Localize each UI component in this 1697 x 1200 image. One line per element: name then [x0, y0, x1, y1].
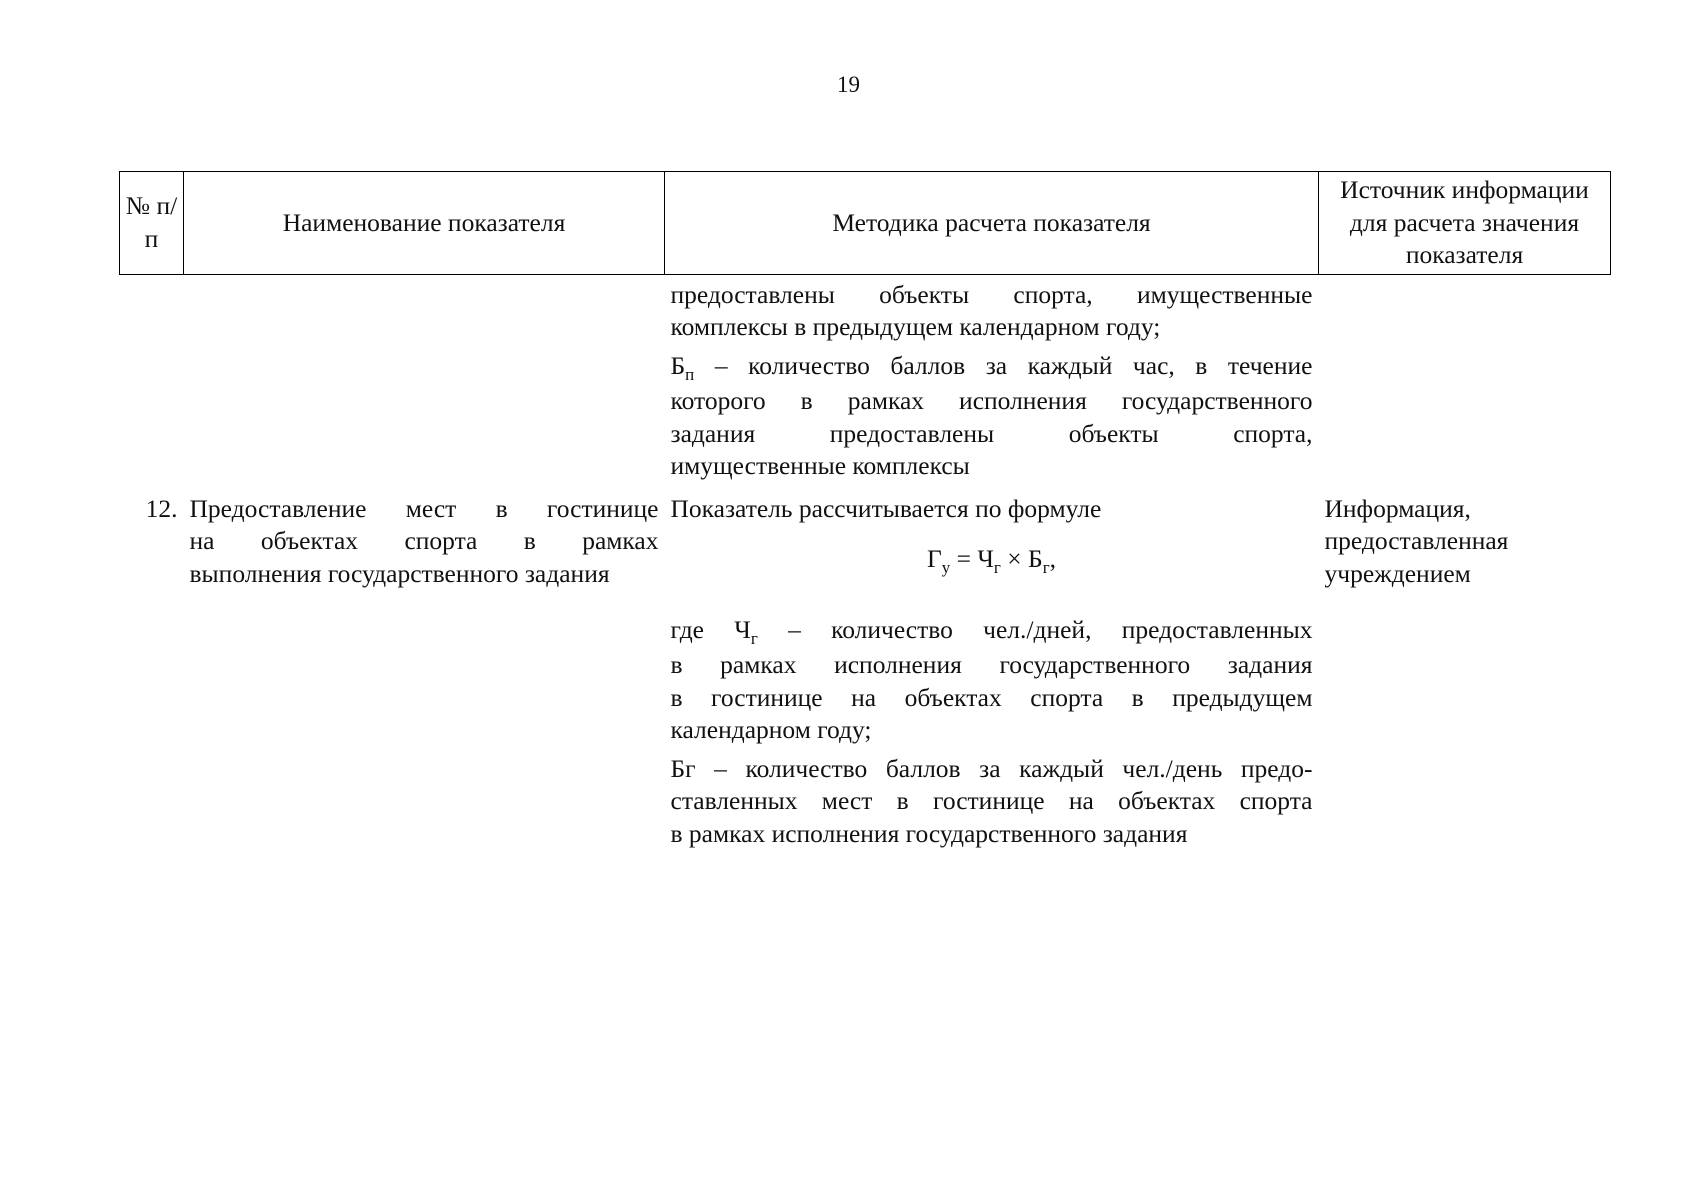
row12-method: [665, 483, 1319, 851]
row12-def2: [671, 753, 1313, 851]
header-source: Источник информации для расчета значения показателя: [1319, 172, 1611, 275]
cont-name-cell: [184, 274, 665, 483]
table-header-row: [120, 172, 1611, 275]
row12-name-line: Предоставление мест в гостинице: [189, 493, 659, 523]
cont-para1-line: предоставлены объекты спорта, имущественные: [670, 279, 1313, 309]
row12-def2-line: в рамках исполнения государственного задания: [670, 818, 1188, 848]
row12-def2-line: ставленных мест в гостинице на объектах спорта: [670, 786, 1313, 815]
header-method: Методика расчета показателя: [665, 172, 1319, 275]
cont-para2-first-line: [671, 350, 1313, 386]
formula-times: ×: [1000, 544, 1029, 573]
row12-source: [1319, 483, 1611, 851]
row12-def2-line: Бг – количество баллов за каждый чел./день предо-: [670, 753, 1313, 783]
cont-para1: [671, 279, 1313, 344]
formula-factor1-sub: г: [993, 558, 1001, 577]
def1-prefix: где: [670, 614, 735, 644]
table-row-12: [120, 483, 1611, 851]
row12-def1-line: в рамках исполнения государственного задания: [670, 650, 1313, 679]
symbol-b: Б: [670, 350, 686, 380]
formula-lhs: Г: [926, 544, 942, 573]
header-name: Наименование показателя: [184, 172, 665, 275]
formula-equals: =: [950, 544, 978, 573]
cont-para1-line: комплексы в предыдущем календарном году;: [670, 312, 1161, 341]
header-num: № п/п: [120, 172, 184, 275]
row12-name: [184, 483, 665, 851]
cont-para2-line: которого в рамках исполнения государственного: [670, 386, 1313, 415]
cont-para2-line: задания предоставлены объекты спорта,: [670, 418, 1313, 448]
formula-lhs-sub: у: [941, 558, 951, 577]
row12-source-line: Информация,: [1324, 493, 1471, 523]
page-number: 19: [837, 72, 860, 97]
row12-name-line: выполнения государственного задания: [189, 558, 610, 588]
row12-def1: [671, 614, 1313, 747]
cont-source-cell: [1319, 274, 1611, 483]
row12-num: 12.: [145, 493, 178, 523]
def1-symbol-sub: г: [750, 628, 758, 648]
indicators-table: [119, 171, 1611, 850]
formula-end: ,: [1049, 544, 1057, 573]
symbol-b-sub: п: [685, 364, 695, 384]
row12-name-line: на объектах спорта в рамках: [189, 526, 659, 555]
row12-source-line: предоставленная: [1324, 526, 1509, 555]
row12-def1-first-line: [671, 614, 1313, 650]
row12-method-intro: Показатель рассчитывается по формуле: [670, 493, 1102, 523]
row12-def1-line: в гостинице на объектах спорта в предыдущем: [670, 682, 1313, 712]
formula-factor1: Ч: [977, 544, 994, 573]
row12-def1-line: календарном году;: [670, 715, 872, 744]
cont-para2-line: имущественные комплексы: [670, 451, 970, 480]
table-row-continuation: [120, 274, 1611, 483]
cont-para2-first-line-text: – количество баллов за каждый час, в течение: [694, 350, 1313, 380]
formula-factor2-sub: г: [1042, 558, 1050, 577]
formula-factor2: Б: [1028, 544, 1043, 573]
cont-method-cell: [665, 274, 1319, 483]
cont-num-cell: [120, 274, 184, 483]
def1-symbol: Ч: [734, 614, 751, 644]
row12-formula: [671, 543, 1313, 579]
cont-para2: [671, 350, 1313, 483]
row12-source-line: учреждением: [1324, 558, 1471, 588]
def1-first-line-text: – количество чел./дней, предоставленных: [757, 614, 1313, 644]
